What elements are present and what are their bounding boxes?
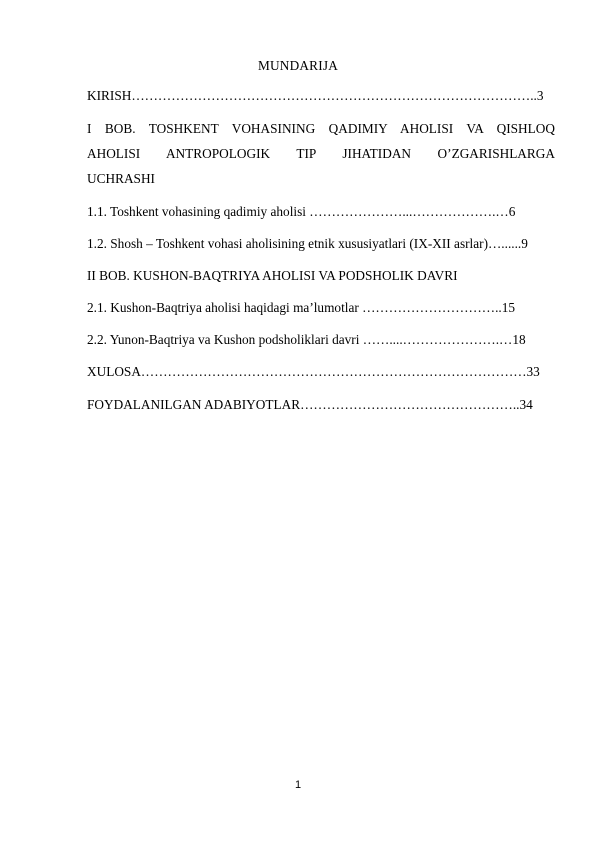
- toc-entry-section-1-2: 1.2. Shosh – Toshkent vohasi aholisining etnik xususiyatlari (IX-XII asrlar)…......9: [87, 236, 528, 251]
- toc-entry-section-2-2: 2.2. Yunon-Baqtriya va Kushon podsholiklari davri ……....………………….…18: [87, 332, 526, 347]
- toc-entry-xulosa: XULOSA……………………………………………………………………………33: [87, 364, 540, 379]
- toc-entry-chapter-1-line-1: I BOB. TOSHKENT VOHASINING QADIMIY AHOLISI VA QISHLOQ: [87, 121, 555, 136]
- toc-entry-chapter-1-line-2: AHOLISI ANTROPOLOGIK TIP JIHATIDAN O’ZGARISHLARGA: [87, 146, 555, 161]
- toc-entry-kirish: KIRISH………………………………………………………………………………..3: [87, 88, 544, 103]
- toc-entry-section-1-1: 1.1. Toshkent vohasining qadimiy aholisi …………………...……………….…6: [87, 204, 516, 219]
- page-title: MUNDARIJA: [257, 58, 339, 73]
- toc-entry-chapter-2: II BOB. KUSHON-BAQTRIYA AHOLISI VA PODSHOLIK DAVRI: [87, 268, 458, 283]
- page-number: 1: [294, 779, 302, 791]
- toc-entry-section-2-1: 2.1. Kushon-Baqtriya aholisi haqidagi ma’lumotlar …………………………..15: [87, 300, 516, 315]
- toc-entry-adabiyotlar: FOYDALANILGAN ADABIYOTLAR…………………………………………..34: [87, 397, 533, 412]
- toc-entry-chapter-1-line-3: UCHRASHI: [87, 171, 155, 186]
